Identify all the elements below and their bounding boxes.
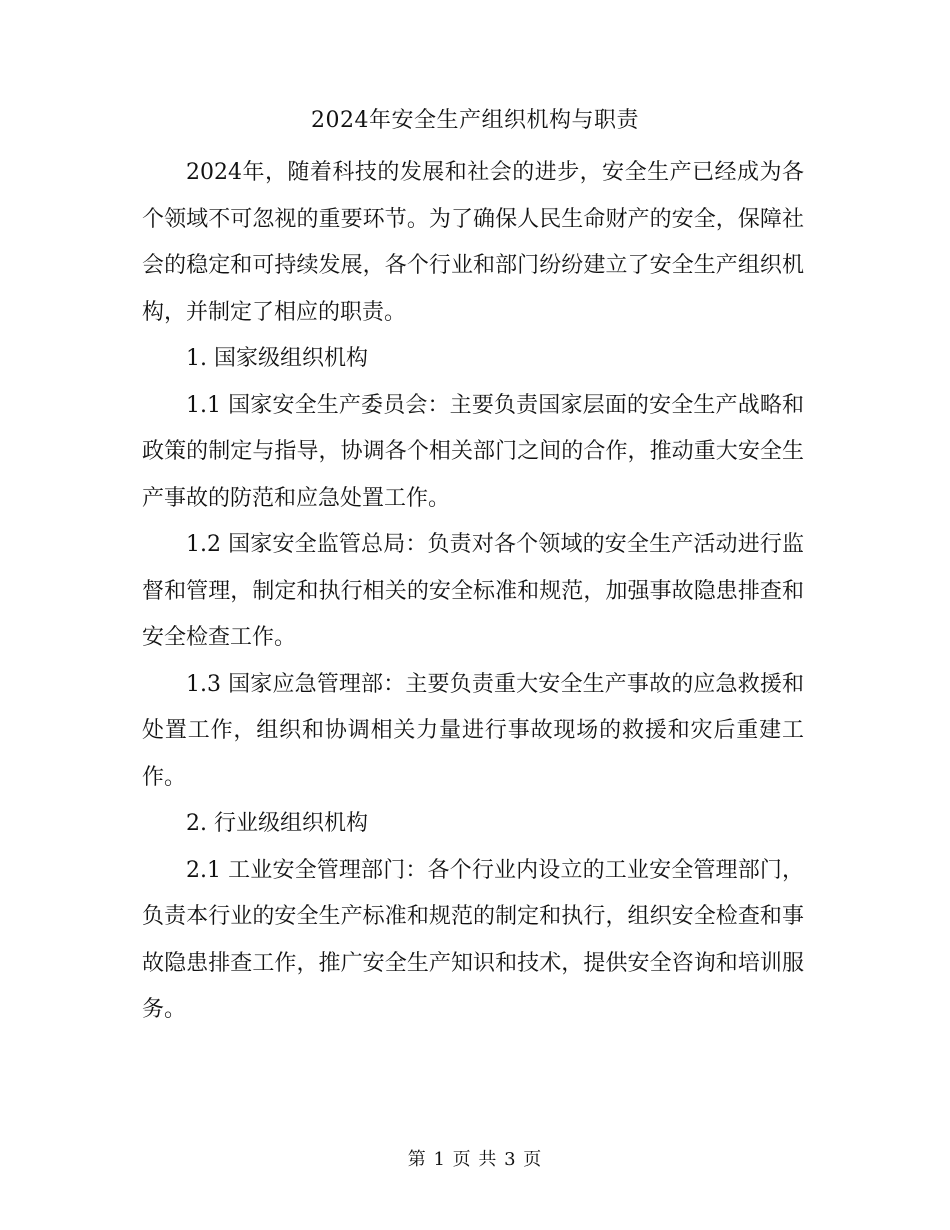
paragraph-2-1: 2.1 工业安全管理部门：各个行业内设立的工业安全管理部门，负责本行业的安全生产标准和规范的制定和执行，组织安全检查和事故隐患排查工作，推广安全生产知识和技术，提供安全咨询和培训服务。 — [142, 857, 804, 1022]
document-body — [142, 150, 804, 1034]
paragraph-1-1: 1.1 国家安全生产委员会：主要负责国家层面的安全生产战略和政策的制定与指导，协调各个相关部门之间的合作，推动重大安全生产事故的防范和应急处置工作。 — [142, 392, 804, 511]
paragraph-1-2: 1.2 国家安全监管总局：负责对各个领域的安全生产活动进行监督和管理，制定和执行相关的安全标准和规范，加强事故隐患排查和安全检查工作。 — [142, 532, 804, 650]
document-title: 2024年安全生产组织机构与职责 — [311, 108, 639, 133]
page-number-footer: 第 1 页 共 3 页 — [407, 1149, 543, 1170]
section-heading-national: 1. 国家级组织机构 — [186, 346, 368, 371]
intro-paragraph: 2024年，随着科技的发展和社会的进步，安全生产已经成为各个领域不可忽视的重要环节。为了确保人民生命财产的安全，保障社会的稳定和可持续发展，各个行业和部门纷纷建立了安全生产组织机构，并制定了相应的职责。 — [142, 160, 804, 325]
paragraph-1-3: 1.3 国家应急管理部：主要负责重大安全生产事故的应急救援和处置工作，组织和协调相关力量进行事故现场的救援和灾后重建工作。 — [142, 671, 804, 790]
section-heading-industry: 2. 行业级组织机构 — [186, 811, 368, 836]
